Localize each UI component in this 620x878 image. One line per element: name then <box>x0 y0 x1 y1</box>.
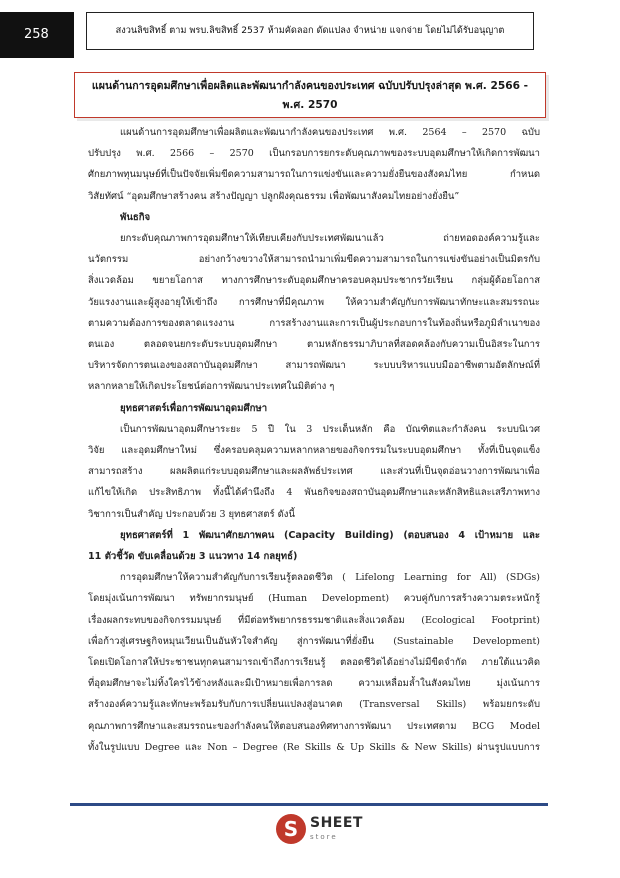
paragraph-line: ที่อุดมศึกษาจะไม่ทิ้งใครไว้ข้างหลังและมีเป้าหมายเพื่อการลด ความเหลื่อมล้ำในสังคมไทย มุ่งเน้นการ <box>88 678 540 690</box>
paragraph-line: โดยเปิดโอกาสให้ประชาชนทุกคนสามารถเข้าถึงการเรียนรู้ ตลอดชีวิตได้อย่างไม่มีขีดจำกัด ภายใต้แนวคิด <box>88 657 540 669</box>
paragraph-line: วิสัยทัศน์ “อุดมศึกษาสร้างคน สร้างปัญญา ปลูกฝังคุณธรรม เพื่อพัฒนาสังคมไทยอย่างยั่งยืน” <box>88 190 460 202</box>
heading-mission: พันธกิจ <box>120 211 151 223</box>
page-number: 258 <box>0 12 74 58</box>
section-title-line-1: แผนด้านการอุดมศึกษาเพื่อผลิตและพัฒนากำลังคนของประเทศ ฉบับปรับปรุงล่าสุด พ.ศ. 2566 - <box>91 80 529 92</box>
paragraph-line: เป็นการพัฒนาอุดมศึกษาระยะ 5 ปี ใน 3 ประเด็นหลัก คือ บัณฑิตและกำลังคน ระบบนิเวศ <box>120 423 540 435</box>
footer-divider <box>70 803 548 806</box>
strategy-1-heading: ยุทธศาสตร์ที่ 1 พัฒนาศักยภาพคน (Capacity Building) (ตอบสนอง 4 เป้าหมาย และ <box>120 529 540 541</box>
paragraph-line: บริหารจัดการตนเองของสถาบันอุดมศึกษา สามารถพัฒนา ระบบบริหารแบบมืออาชีพตามอัตลักษณ์ที่ <box>88 360 540 372</box>
paragraph-line: เพื่อก้าวสู่เศรษฐกิจหมุนเวียนเป็นอันหัวใจสำคัญ สู่การพัฒนาที่ยั่งยืน (Sustainable Development) <box>88 635 540 647</box>
paragraph-line: ยกระดับคุณภาพการอุดมศึกษาให้เทียบเคียงกับประเทศพัฒนาแล้ว ถ่ายทอดองค์ความรู้และ <box>120 233 540 245</box>
paragraph-line: การอุดมศึกษาให้ความสำคัญกับการเรียนรู้ตลอดชีวิต ( Lifelong Learning for All) (SDGs) <box>120 572 540 584</box>
heading-strategy: ยุทธศาสตร์เพื่อการพัฒนาอุดมศึกษา <box>120 402 268 414</box>
paragraph-line: เรื่องผลกระทบของกิจกรรมมนุษย์ ที่มีต่อทรัพยากรธรรมชาติและสิ่งแวดล้อม (Ecological Footprint) <box>88 614 540 626</box>
paragraph-line: ตามความต้องการของตลาดแรงงาน การสร้างงานและการเป็นผู้ประกอบการในท้องถิ่นหรือภูมิลำเนาของ <box>88 317 540 329</box>
paragraph-line: ทั้งในรูปแบบ Degree และ Non – Degree (Re Skills & Up Skills & New Skills) ผ่านรูปแบบการ <box>88 741 540 753</box>
body-text <box>88 122 540 758</box>
logo-wordmark: SHEET <box>310 815 363 831</box>
paragraph-line: ศักยภาพทุนมนุษย์ที่เป็นปัจจัยเพิ่มขีดความสามารถในการแข่งขันและความยั่งยืนของสังคมไทย กำหนด <box>88 169 540 181</box>
paragraph-line: คุณภาพการศึกษาและสมรรถนะของกำลังคนให้ตอบสนองทิศทางการพัฒนา ประเทศตาม BCG Model <box>88 720 540 732</box>
strategy-1-heading: 11 ตัวชี้วัด ขับเคลื่อนด้วย 3 แนวทาง 14 กลยุทธ์) <box>88 551 298 563</box>
paragraph-line: โดยมุ่งเน้นการพัฒนา ทรัพยากรมนุษย์ (Human Development) ควบคู่กับการสร้างความตระหนักรู้ <box>88 593 540 605</box>
paragraph-line: แผนด้านการอุดมศึกษาเพื่อผลิตและพัฒนากำลังคนของประเทศ พ.ศ. 2564 – 2570 ฉบับ <box>120 127 540 138</box>
paragraph-line: หลากหลายให้เกิดประโยชน์ต่อการพัฒนาประเทศในมิติต่าง ๆ <box>88 381 335 393</box>
paragraph-line: ปรับปรุง พ.ศ. 2566 – 2570 เป็นกรอบการยกระดับคุณภาพของระบบอุดมศึกษาให้เกิดการพัฒนา <box>88 148 540 160</box>
section-title-line-2: พ.ศ. 2570 <box>282 99 338 111</box>
logo-mark-icon: S <box>276 814 306 844</box>
copyright-header: สงวนลิขสิทธิ์ ตาม พรบ.ลิขสิทธิ์ 2537 ห้ามคัดลอก ดัดแปลง จำหน่าย แจกจ่าย โดยไม่ได้รับอนุญาต <box>86 12 534 50</box>
paragraph-line: ตนเอง ตลอดจนยกระดับระบบอุดมศึกษา ตามหลักธรรมาภิบาลที่สอดคล้องกับความเป็นอิสระในการ <box>88 339 540 351</box>
paragraph-line: สิ่งแวดล้อม ขยายโอกาส ทางการศึกษาระดับอุดมศึกษาครอบคลุมประชากรวัยเรียน กลุ่มผู้ด้อยโอกาส <box>88 275 540 287</box>
paragraph-line: วิจัย และอุดมศึกษาใหม่ ซึ่งครอบคลุมความหลากหลายของกิจกรรมในระบบอุดมศึกษา ทั้งที่เป็นจุดแข็ง <box>88 445 540 457</box>
paragraph-line: วัยแรงงานและผู้สูงอายุให้เข้าถึง การศึกษาที่มีคุณภาพ ให้ความสำคัญกับการพัฒนาทักษะและสมรรถนะ <box>88 296 540 308</box>
logo-subtext: store <box>310 833 338 841</box>
paragraph-line: แก้ไขให้เกิด ประสิทธิภาพ ทั้งนี้ได้คำนึงถึง 4 พันธกิจของสถาบันอุดมศึกษาและหลักสิทธิและเสรีภาพทาง <box>88 487 540 499</box>
paragraph-line: สามารถสร้าง ผลผลิตแก่ระบบอุดมศึกษาและผลลัพธ์ประเทศ และส่วนที่เป็นจุดอ่อนวางการพัฒนาเพื่อ <box>88 466 540 478</box>
paragraph-line: สร้างองค์ความรู้และทักษะพร้อมรับกับการเปลี่ยนแปลงสู่อนาคต (Transversal Skills) พร้อมยกระดับ <box>88 699 540 711</box>
section-title-box <box>74 72 546 118</box>
paragraph-line: วิชาการเป็นสำคัญ ประกอบด้วย 3 ยุทธศาสตร์ ดังนี้ <box>88 508 295 520</box>
sheet-store-logo <box>276 812 363 846</box>
paragraph-line: นวัตกรรม อย่างกว้างขวางให้สามารถนำมาเพิ่มขีดความสามารถในการแข่งขันอย่างเป็นมิตรกับ <box>88 254 540 266</box>
